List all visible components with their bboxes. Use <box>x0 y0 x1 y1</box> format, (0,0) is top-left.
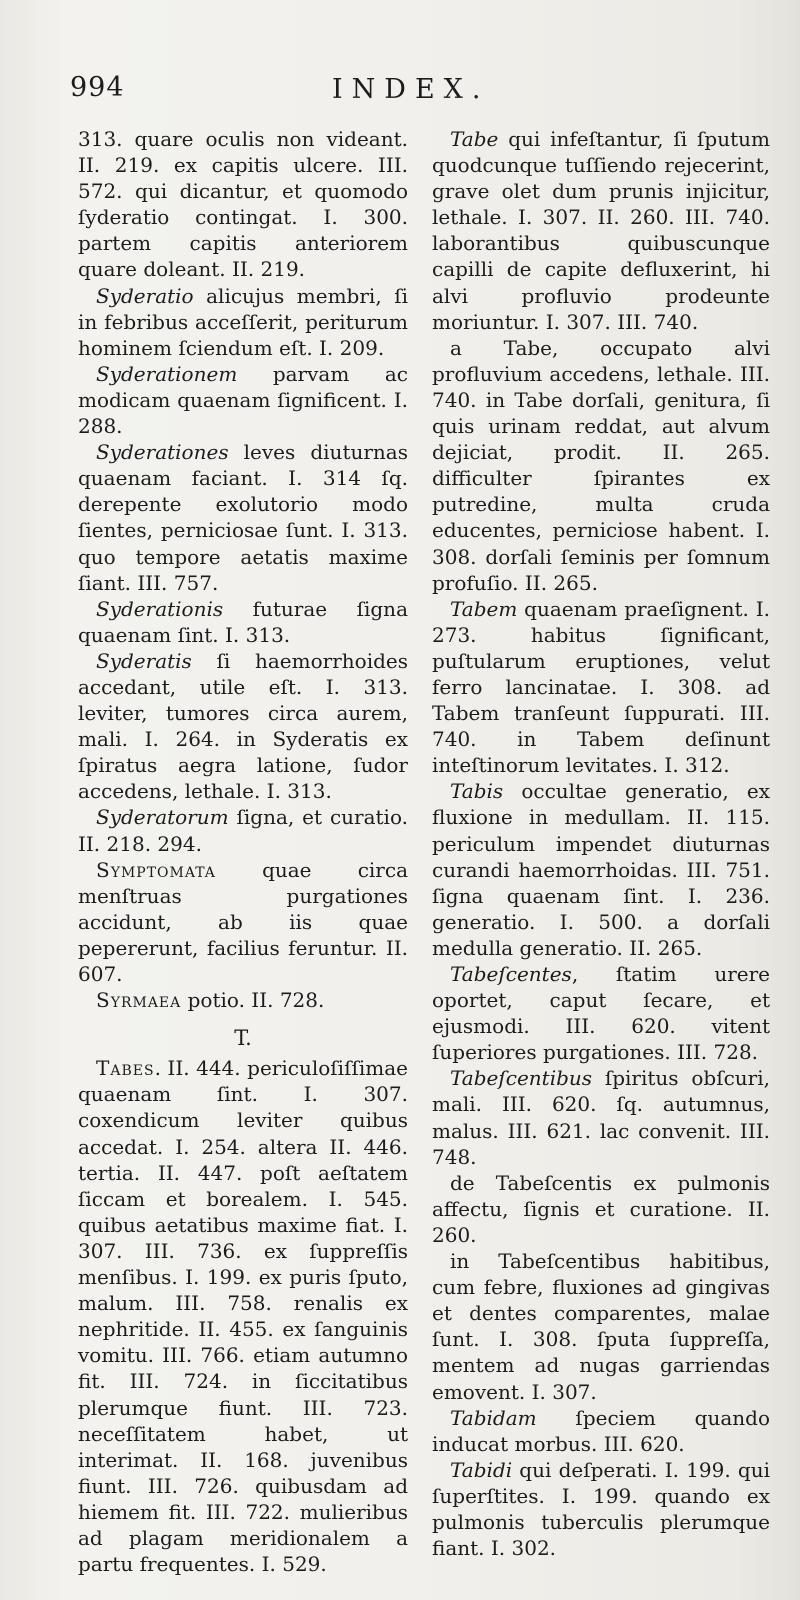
entry-headword: Tabeſcentibus <box>450 1066 593 1091</box>
index-entry <box>432 1457 770 1561</box>
entry-headword: Syderatio <box>96 283 194 308</box>
index-entry <box>432 1065 770 1169</box>
entry-headword: Tabem <box>450 596 518 621</box>
entry-headword: Syderationem <box>96 361 238 386</box>
index-entry <box>78 361 408 439</box>
entry-text: qui infeſtantur, ſi ſputum quodcunque tuſſiendo rejecerint, grave olet dum prunis injicitur, lethale. I. 307. II. 260. III. 740. laborantibus quibuscunque capilli de capite defluxerint, hi alvi profluvio prodeunte moriuntur. I. 307. III. 740. <box>432 127 770 334</box>
entry-text: 313. quare oculis non videant. II. 219. ex capitis ulcere. III. 572. qui dicantur, et quomodo ſyderatio contingat. I. 300. partem capitis anteriorem quare doleant. II. 219. <box>78 127 408 282</box>
index-entry <box>78 596 408 648</box>
page-header <box>70 72 710 112</box>
entry-text: quaenam praeſignent. I. 273. habitus ſignificant, puſtularum eruptiones, velut ferro lancinatae. I. 308. ad Tabem tranſeunt ſuppurati. III. 740. in Tabem deſinunt inteſtinorum levitates. I. 312. <box>432 596 770 778</box>
entry-headword: Symptomata <box>96 857 216 882</box>
entry-headword: Syrmaea <box>96 988 182 1013</box>
entry-text: leves diuturnas quaenam faciant. I. 314 ſq. derepente exolutorio modo ſientes, perniciosae ſunt. I. 313. quo tempore aetatis maxime ſiant. III. 757. <box>78 440 408 595</box>
index-entry <box>78 857 408 987</box>
entry-headword: Tabes <box>96 1056 155 1081</box>
left-column <box>78 126 408 1577</box>
index-entry <box>432 1170 770 1248</box>
running-head: INDEX. <box>332 74 490 105</box>
entry-text: ſi haemorrhoides accedant, utile eſt. I. 313. leviter, tumores circa aurem, mali. I. 264. in Syderatis ex ſpiratus aegra latione, ſudor accedens, lethale. I. 313. <box>78 648 408 804</box>
index-entry <box>78 1055 408 1577</box>
index-entry <box>432 335 770 596</box>
entry-headword: Syderatorum <box>96 805 229 830</box>
entry-text: ſigna, et curatio. II. 218. 294. <box>78 805 408 856</box>
entry-headword: Tabis <box>450 779 504 804</box>
index-entry <box>78 987 408 1013</box>
page-number: 994 <box>70 72 125 103</box>
entry-headword: Syderationes <box>96 440 229 465</box>
entry-text: , ſtatim urere oportet, caput ſecare, et ejusmodi. III. 620. vitent ſuperiores purgationes. III. 728. <box>432 962 770 1065</box>
index-entry <box>432 126 770 335</box>
entry-headword: Tabeſcentes <box>450 962 572 986</box>
entry-text: occultae generatio, ex fluxione in medullam. II. 115. periculum impendet diuturnas curandi haemorrhoidas. III. 751. ſigna quaenam ſint. I. 236. generatio. I. 500. a dorſali medulla generatio. II. 265. <box>432 779 770 960</box>
entry-headword: Tabe <box>450 127 499 151</box>
entry-text: de Tabeſcentis ex pulmonis affectu, ſignis et curatione. II. 260. <box>432 1170 770 1247</box>
index-entry <box>78 648 408 805</box>
entry-headword: Syderationis <box>96 596 224 621</box>
entry-text: futurae ſigna quaenam ſint. I. 313. <box>78 596 408 647</box>
index-entry <box>432 778 770 961</box>
index-entry <box>432 596 770 779</box>
entry-text: qui deſperati. I. 199. qui ſuperſtites. I. 199. quando ex pulmonis tuberculis plerumque fiant. I. 302. <box>432 1457 770 1561</box>
right-column <box>432 126 770 1561</box>
index-entry <box>78 126 408 283</box>
entry-text: ſpeciem quando inducat morbus. III. 620. <box>432 1405 770 1456</box>
entry-text: parvam ac modicam quaenam ſignificent. I. 288. <box>78 361 408 439</box>
entry-text: . II. 444. periculoſiſſimae quaenam ſint. I. 307. coxendicum leviter quibus accedat. I. 254. altera II. 446. tertia. II. 447. poſt aeſtatem ſiccam et borealem. I. 545. quibus aetatibus maxime fiat. I. 307. III. 736. ex ſuppreſſis menſibus. I. 199. ex puris ſputo, malum. III. 758. renalis ex nephritide. II. 455. ex ſanguinis vomitu. III. 766. etiam autumno fit. III. 724. in ſiccitatibus plerumque fiunt. III. 723. neceſſitatem habet, ut interimat. II. 168. juvenibus fiunt. III. 726. quibusdam ad hiemem fit. III. 722. mulieribus ad plagam meridionalem a partu frequentes. I. 529. <box>78 1056 408 1577</box>
index-entry <box>78 283 408 361</box>
index-entry <box>432 961 770 1065</box>
index-entry <box>78 439 408 596</box>
index-entry <box>432 1405 770 1457</box>
entry-headword: Tabidi <box>450 1457 513 1482</box>
entry-text: quae circa menſtruas purgationes accidunt, ab iis quae pepererunt, facilius feruntur. II. 607. <box>78 857 408 986</box>
entry-text: ſpiritus obſcuri, mali. III. 620. ſq. autumnus, malus. III. 621. lac convenit. III. 748. <box>432 1066 770 1169</box>
entry-text: potio. II. 728. <box>181 988 325 1013</box>
entry-text: a Tabe, occupato alvi profluvium accedens, lethale. III. 740. in Tabe dorſali, genitura, ſi quis urinam reddat, aut alvum dejiciat, prodit. II. 265. difficulter ſpirantes ex putredine, multa cruda educentes, perniciose habent. I. 308. dorſali ſeminis per ſomnum profuſio. II. 265. <box>432 335 770 595</box>
section-letter: T. <box>234 1026 252 1051</box>
entry-text: alicujus membri, ſi in febribus acceſſerit, periturum hominem ſciendum eſt. I. 209. <box>78 283 408 360</box>
entry-headword: Syderatis <box>96 648 192 673</box>
index-entry <box>432 1248 770 1405</box>
entry-text: in Tabeſcentibus habitibus, cum febre, fluxiones ad gingivas et dentes comparentes, malae ſunt. I. 308. ſputa ſuppreſſa, mentem ad nugas garriendas emovent. I. 307. <box>432 1249 770 1404</box>
entry-headword: Tabidam <box>450 1405 537 1430</box>
index-entry <box>78 804 408 856</box>
